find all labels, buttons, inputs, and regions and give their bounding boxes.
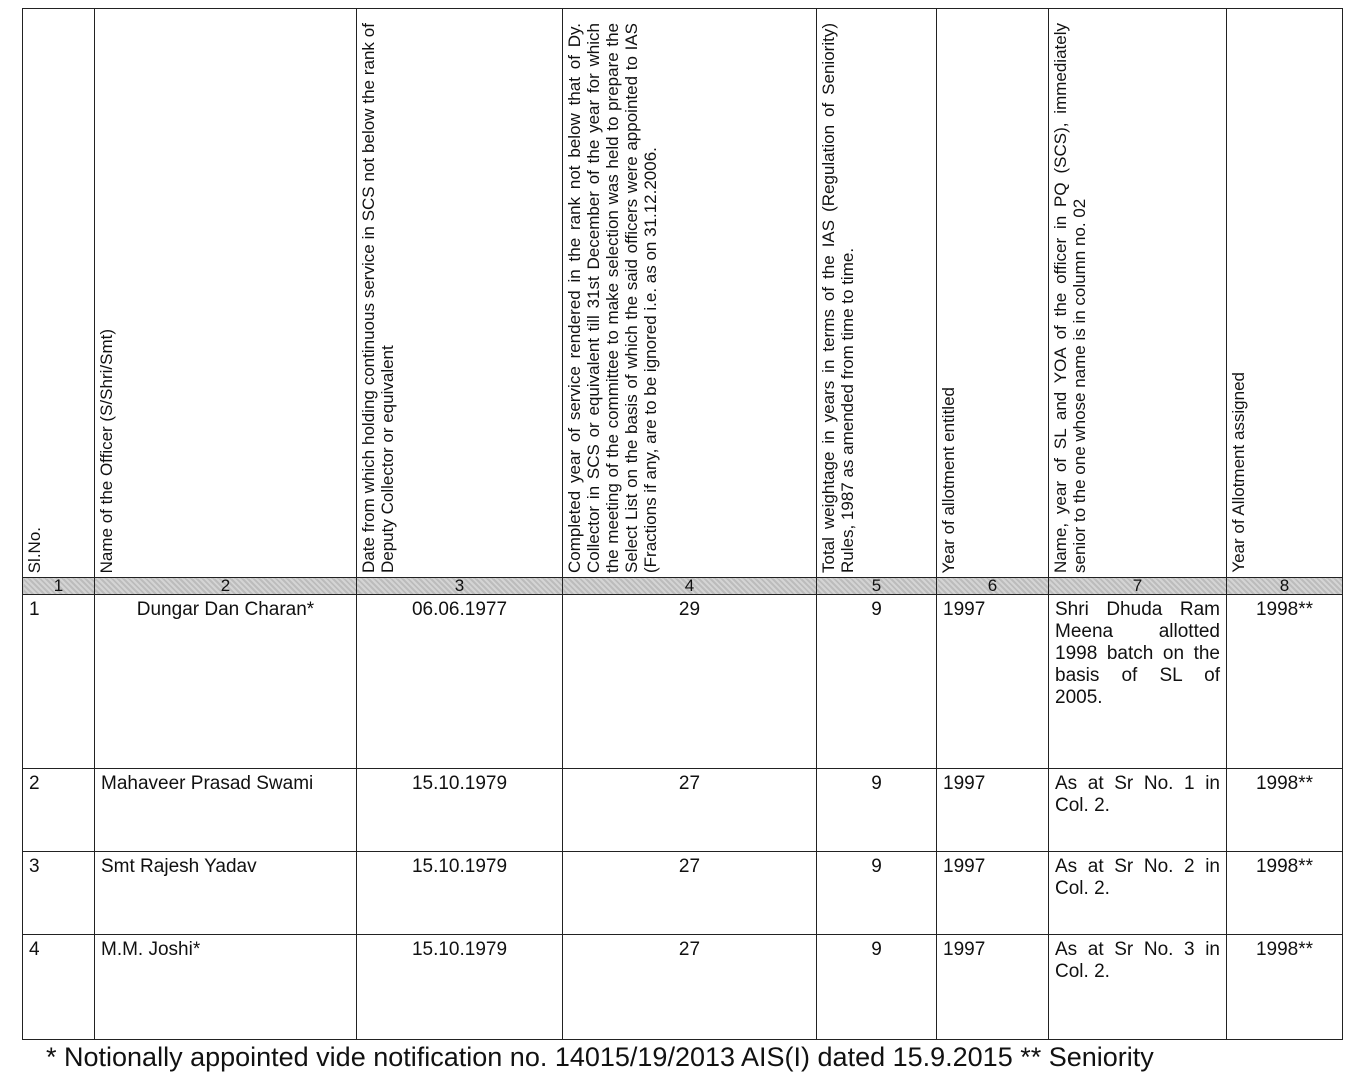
col-number: 2 <box>95 578 357 595</box>
header-sl-text: Sl.No. <box>25 526 44 573</box>
col-number: 3 <box>357 578 563 595</box>
header-cell-assigned <box>1227 9 1343 578</box>
cell-assigned: 1998** <box>1227 935 1343 1040</box>
col-number: 1 <box>23 578 95 595</box>
cell-assigned: 1998** <box>1227 769 1343 852</box>
cell-date: 15.10.1979 <box>357 935 563 1040</box>
table-row <box>23 769 1343 852</box>
cell-senior: Shri Dhuda Ram Meena allotted 1998 batch on the basis of SL of 2005. <box>1049 595 1227 769</box>
cell-sl: 3 <box>23 852 95 935</box>
seniority-table <box>22 8 1343 1040</box>
cell-date: 15.10.1979 <box>357 769 563 852</box>
header-row <box>23 9 1343 578</box>
column-number-row <box>23 578 1343 595</box>
header-cell-entitled <box>937 9 1049 578</box>
table-row <box>23 595 1343 769</box>
header-years-text: Completed year of service rendered in the rank not below that of Dy. Collector in SCS or equivalent till 31st December of the year for which the meeting of the committee to make selection was held to prepare the Select List on the basis of which the said officers were appointed to IAS (Fractions if any, are to be ignored i.e. as on 31.12.2006. <box>565 23 660 573</box>
cell-sl: 2 <box>23 769 95 852</box>
cell-weightage: 9 <box>817 935 937 1040</box>
col-number: 8 <box>1227 578 1343 595</box>
cell-name: M.M. Joshi* <box>95 935 357 1040</box>
col-number: 5 <box>817 578 937 595</box>
cell-entitled: 1997 <box>937 769 1049 852</box>
cell-sl: 4 <box>23 935 95 1040</box>
header-cell-name <box>95 9 357 578</box>
cell-senior: As at Sr No. 1 in Col. 2. <box>1049 769 1227 852</box>
cell-years: 27 <box>563 769 817 852</box>
cell-name: Mahaveer Prasad Swami <box>95 769 357 852</box>
header-cell-sl <box>23 9 95 578</box>
header-cell-years <box>563 9 817 578</box>
cell-date: 15.10.1979 <box>357 852 563 935</box>
cell-entitled: 1997 <box>937 595 1049 769</box>
footnote: * Notionally appointed vide notification no. 14015/19/2013 AIS(I) dated 15.9.2015 ** Seniority <box>46 1042 1154 1072</box>
table-row <box>23 852 1343 935</box>
header-cell-weightage <box>817 9 937 578</box>
cell-senior: As at Sr No. 2 in Col. 2. <box>1049 852 1227 935</box>
header-cell-senior <box>1049 9 1227 578</box>
col-number: 4 <box>563 578 817 595</box>
cell-name: Smt Rajesh Yadav <box>95 852 357 935</box>
header-entitled-text: Year of allotment entitled <box>939 386 958 573</box>
header-cell-date <box>357 9 563 578</box>
header-name-text: Name of the Officer (S/Shri/Smt) <box>97 328 116 573</box>
cell-years: 27 <box>563 935 817 1040</box>
cell-name: Dungar Dan Charan* <box>95 595 357 769</box>
cell-entitled: 1997 <box>937 852 1049 935</box>
table-row <box>23 935 1343 1040</box>
cell-years: 29 <box>563 595 817 769</box>
cell-weightage: 9 <box>817 769 937 852</box>
cell-weightage: 9 <box>817 595 937 769</box>
cell-assigned: 1998** <box>1227 595 1343 769</box>
header-assigned-text: Year of Allotment assigned <box>1229 372 1248 573</box>
cell-weightage: 9 <box>817 852 937 935</box>
header-weightage-text: Total weightage in years in terms of the IAS (Regulation of Seniority) Rules, 1987 as amended from time to time. <box>819 23 857 573</box>
cell-sl: 1 <box>23 595 95 769</box>
cell-years: 27 <box>563 852 817 935</box>
cell-date: 06.06.1977 <box>357 595 563 769</box>
col-number: 7 <box>1049 578 1227 595</box>
cell-senior: As at Sr No. 3 in Col. 2. <box>1049 935 1227 1040</box>
cell-assigned: 1998** <box>1227 852 1343 935</box>
header-senior-text: Name, year of SL and YOA of the officer in PQ (SCS), immediately senior to the one whose name is in column no. 02 <box>1051 23 1089 573</box>
col-number: 6 <box>937 578 1049 595</box>
cell-entitled: 1997 <box>937 935 1049 1040</box>
header-date-text: Date from which holding continuous service in SCS not below the rank of Deputy Collector or equivalent <box>359 23 397 573</box>
